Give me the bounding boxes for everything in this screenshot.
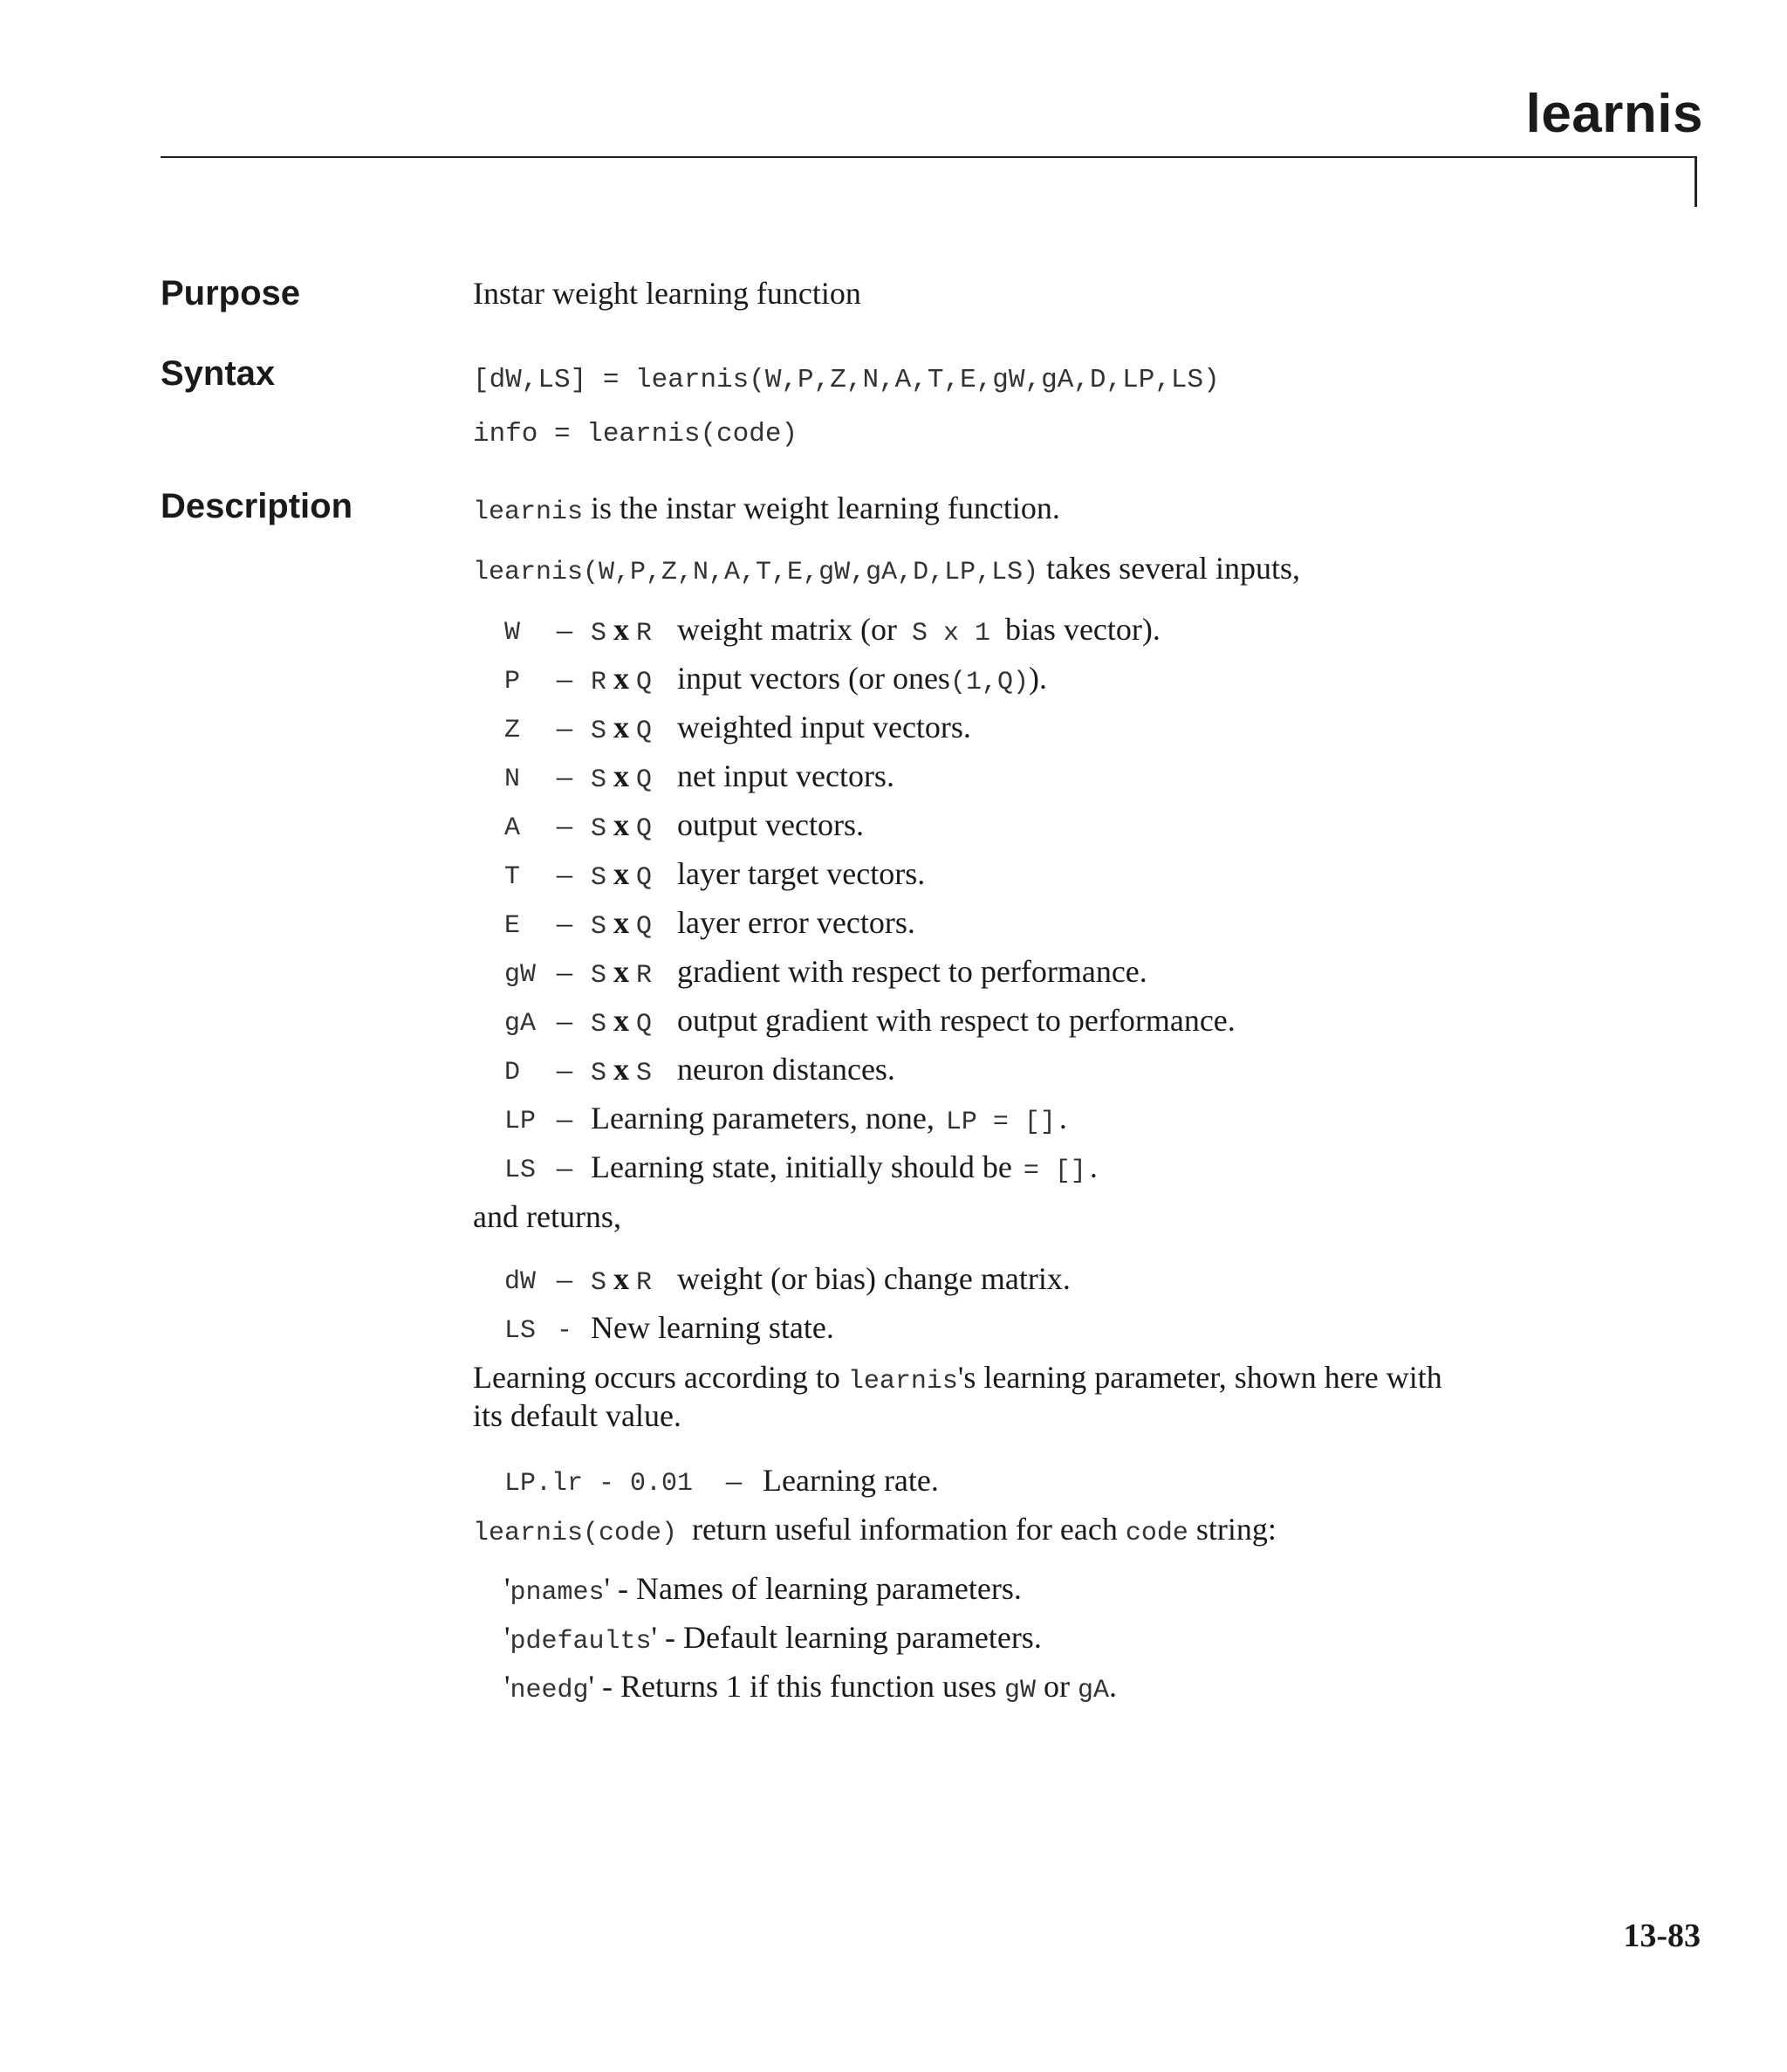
rows: R [591,668,607,697]
dimensions [591,1002,652,1039]
text: return useful information for each [684,1512,1126,1547]
quote: ' [504,1669,510,1704]
cols: Q [636,765,653,795]
inline-code: needg [510,1676,589,1705]
purpose-label: Purpose [161,274,301,312]
dimensions [591,660,652,697]
dimensions [591,1051,652,1088]
dash: – [557,1052,572,1087]
times: x [613,1003,630,1038]
dash: – [557,1003,572,1038]
arg-desc: New learning state. [591,1310,834,1345]
dash: – [557,758,572,793]
arg-desc [591,1100,1067,1137]
arg-name: gA [504,1009,537,1039]
arg-desc [677,660,1047,697]
dimensions [591,904,652,942]
cols: Q [636,814,653,844]
header-rule [161,156,1696,158]
page-title: learnis [1525,84,1703,144]
arg-name: E [504,911,521,941]
arg-desc: weighted input vectors. [677,710,971,744]
arg-name: P [504,667,521,696]
dimensions [591,953,652,991]
description-label: Description [161,487,353,525]
times: x [613,905,630,940]
times: x [613,1261,630,1296]
dimensions [591,758,652,795]
desc-end: bias vector). [996,612,1161,647]
syntax-label: Syntax [161,354,276,393]
intro-text: is the instar weight learning function. [583,491,1060,525]
desc-text: input vectors (or ones [677,661,950,696]
description-intro [473,489,1060,534]
times: x [613,612,630,647]
syntax-line-1: [dW,LS] = learnis(W,P,Z,N,A,T,E,gW,gA,D,LP,LS) [473,365,1220,395]
quote: ' [504,1571,510,1606]
inline-code: learnis [847,1367,958,1396]
dash: – [557,1261,572,1296]
times: x [613,1052,630,1087]
arg-name: W [504,618,521,648]
times: x [613,856,630,891]
rows: S [591,1010,607,1039]
arg-desc: layer target vectors. [677,856,926,891]
arg-name: T [504,862,521,892]
desc-end: . [1089,1149,1098,1184]
quote: ' [504,1620,510,1655]
desc-code: S x 1 [911,619,990,648]
cols: R [636,961,653,991]
list-item [504,1569,1022,1615]
arg-name: A [504,813,521,843]
inline-code: learnis(code) [473,1519,678,1548]
text: . [1109,1669,1117,1704]
times: x [613,710,630,744]
arg-desc: layer error vectors. [677,905,915,940]
dash: – [557,807,572,842]
arg-desc: gradient with respect to performance. [677,954,1147,989]
dimensions [591,709,652,746]
arg-name: LS [504,1156,537,1185]
dash: – [726,1463,742,1498]
dimensions [591,806,652,844]
arg-desc [677,611,1161,648]
text: - Returns 1 if this function uses [594,1669,1004,1704]
rows: S [591,1059,607,1088]
text: - Names of learning parameters. [610,1571,1022,1606]
desc-code: LP = [] [945,1108,1056,1137]
header-rule-tick [1695,156,1697,207]
rows: S [591,619,607,648]
rows: S [591,912,607,942]
rows: S [591,814,607,844]
cols: R [636,1268,653,1298]
arg-name: LS [504,1316,537,1346]
returns-label: and returns, [473,1199,621,1234]
cols: Q [636,1010,653,1039]
lr-code: LP.lr - 0.01 [504,1469,694,1499]
dash: – [557,661,572,696]
arg-desc: weight (or bias) change matrix. [677,1261,1071,1296]
arg-desc: output gradient with respect to performance. [677,1003,1236,1038]
quote: ' [588,1669,595,1704]
dash: – [557,954,572,989]
cols: Q [636,863,653,893]
dimensions [591,611,652,648]
desc-text: Learning parameters, none, [591,1101,942,1135]
lp-intro-line-2: its default value. [473,1398,681,1433]
arg-name: LP [504,1107,537,1136]
page-number: 13-83 [1623,1918,1701,1954]
desc-code: (1,Q) [949,668,1029,697]
rows: S [591,717,607,746]
dash: – [557,1149,572,1184]
desc-text: Learning state, initially should be [591,1149,1020,1184]
cols: S [636,1059,653,1088]
arg-desc: net input vectors. [677,758,894,793]
desc-end: ). [1028,661,1047,696]
arg-name: N [504,765,521,794]
arg-desc: output vectors. [677,807,864,842]
quote: ' [604,1571,611,1606]
call-code: learnis(W,P,Z,N,A,T,E,gW,gA,D,LP,LS) [473,558,1039,587]
arg-name: Z [504,716,521,745]
times: x [613,954,630,989]
rows: S [591,863,607,893]
dimensions [591,855,652,893]
code-call-line [473,1510,1277,1555]
arg-name: gW [504,960,537,990]
times: x [613,758,630,793]
dash: - [557,1316,573,1346]
call-line [473,549,1300,594]
arg-desc [591,1149,1098,1186]
desc-end: . [1058,1101,1067,1135]
text: Learning occurs according to [473,1360,848,1395]
text: or [1035,1669,1078,1704]
inline-code: gA [1077,1676,1109,1705]
dash: – [557,710,572,744]
desc-code: = [] [1023,1156,1086,1186]
dash: – [557,1101,572,1135]
rows: S [591,765,607,795]
text: 's learning parameter, shown here with [957,1360,1442,1395]
dash: – [557,905,572,940]
inline-code: pdefaults [510,1627,652,1657]
inline-code: pnames [510,1578,605,1608]
lr-desc: Learning rate. [763,1463,939,1498]
cols: Q [636,668,653,697]
call-text: takes several inputs, [1038,551,1301,586]
inline-code: code [1125,1519,1188,1548]
arg-desc: neuron distances. [677,1052,895,1087]
arg-name: D [504,1058,521,1087]
cols: R [636,619,653,648]
inline-code: gW [1003,1676,1036,1705]
desc-text: weight matrix (or [677,612,905,647]
list-item [504,1667,1117,1712]
cols: Q [636,717,653,746]
rows: S [591,961,607,991]
text: - Default learning parameters. [657,1620,1042,1655]
dash: – [557,856,572,891]
arg-name: dW [504,1267,537,1297]
dash: – [557,612,572,647]
purpose-text: Instar weight learning function [473,276,861,311]
cols: Q [636,912,653,942]
inline-code: learnis [473,497,584,527]
rows: S [591,1268,607,1298]
list-item [504,1618,1042,1664]
quote: ' [651,1620,658,1655]
times: x [613,807,630,842]
dimensions [591,1260,652,1298]
times: x [613,661,630,696]
syntax-line-2: info = learnis(code) [473,419,798,449]
text: string: [1188,1512,1277,1547]
